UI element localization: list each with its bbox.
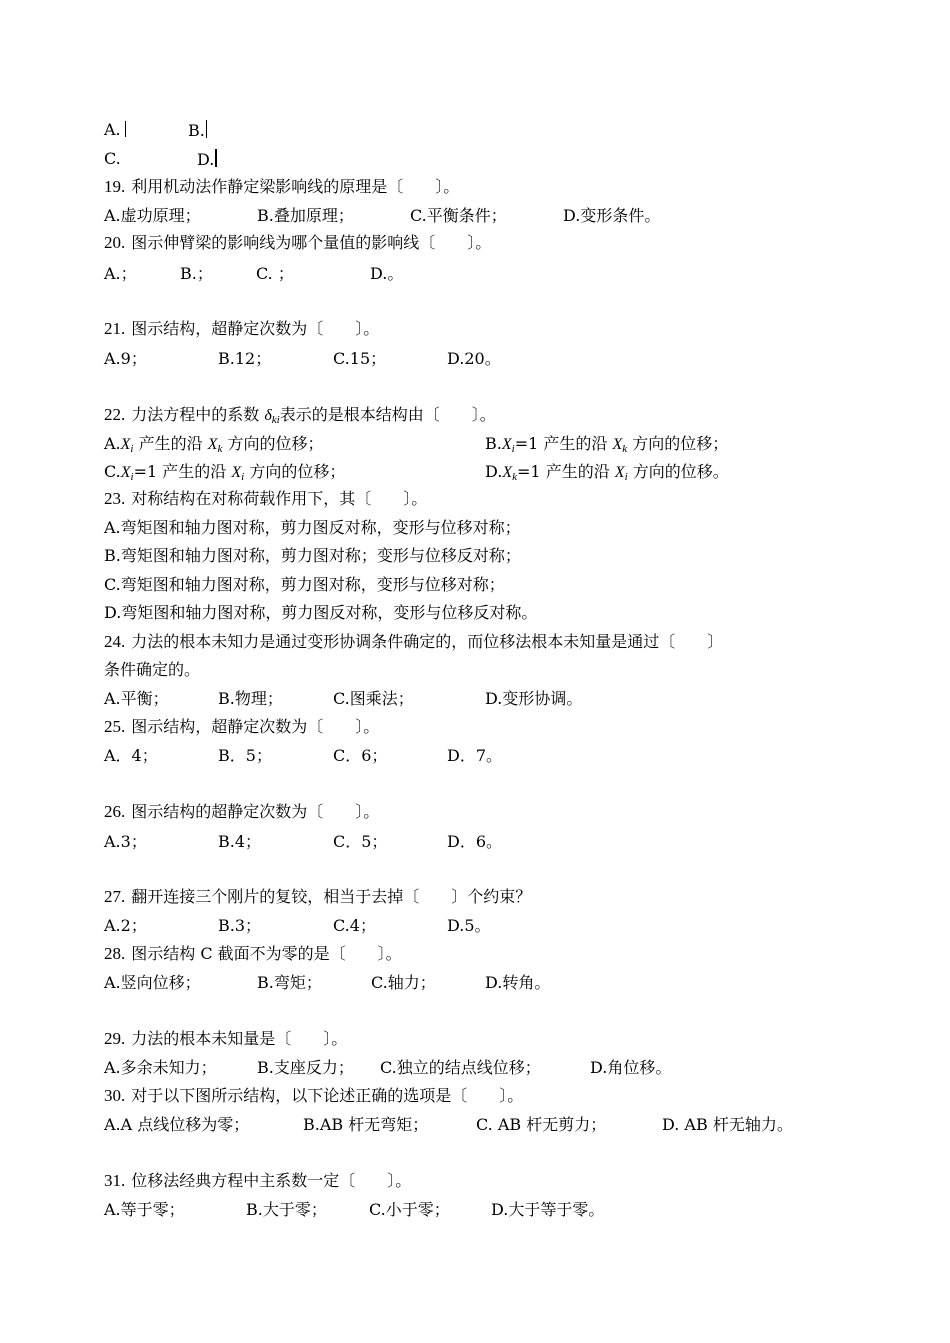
question-number: 24. (104, 632, 126, 651)
question-number: 30. (104, 1086, 126, 1105)
question-text: 对于以下图所示结构，以下论述正确的选项是〔 〕。 (131, 1086, 524, 1105)
question-25 (104, 717, 379, 737)
question-number: 28. (104, 944, 126, 963)
text-cursor-mark (125, 121, 126, 137)
option-c: C.4； (333, 916, 376, 935)
question-22 (104, 405, 496, 426)
question-24-text-cont: 条件确定的。 (104, 660, 201, 679)
question-text: 图示结构，超静定次数为〔 〕。 (131, 717, 380, 736)
q23-option-b: B.弯矩图和轴力图对称，剪力图对称；变形与位移反对称； (104, 546, 521, 565)
question-text: 位移法经典方程中主系数一定〔 〕。 (131, 1171, 412, 1190)
question-19 (104, 177, 459, 197)
option-d: $D.X_k=1$ 产生的沿 $X_i$ 方向的位移。 (485, 462, 729, 483)
q23-option-c: C.弯矩图和轴力图对称，剪力图对称，变形与位移对称； (104, 575, 505, 594)
option-d: D.变形条件。 (563, 206, 661, 225)
question-text: 利用机动法作静定梁影响线的原理是〔 〕。 (131, 177, 460, 196)
question-text: 力法的根本未知力是通过变形协调条件确定的，而位移法根本未知量是通过〔 〕 (131, 632, 724, 651)
question-31 (104, 1171, 411, 1191)
option-b: B.AB 杆无弯矩； (303, 1115, 429, 1134)
question-text: 图示结构的超静定次数为〔 〕。 (131, 802, 380, 821)
option-c: C．5； (333, 832, 388, 851)
question-number: 23. (104, 489, 126, 508)
q23-option-d: D.弯矩图和轴力图对称，剪力图反对称，变形与位移反对称。 (104, 603, 538, 622)
option-a: A.虚功原理； (104, 206, 201, 225)
option-d: D.5。 (447, 916, 491, 935)
option-d: D．7。 (447, 746, 503, 765)
question-number: 19. (104, 177, 126, 196)
option-d: D.转角。 (485, 973, 551, 992)
option-c: C. AB 杆无剪力； (476, 1115, 607, 1134)
option-a: A.等于零； (104, 1200, 185, 1219)
question-number: 25. (104, 717, 126, 736)
option-a: A.3； (104, 832, 147, 851)
q18-option-a: A. (104, 120, 126, 140)
option-b: B.4； (218, 832, 262, 851)
option-b: B．5； (218, 746, 272, 765)
question-text: 力法方程中的系数 (131, 405, 260, 424)
option-d: D.变形协调。 (485, 689, 583, 708)
option-b: B.； (180, 264, 213, 283)
question-number: 29. (104, 1029, 126, 1048)
question-text: 图示结构 C 截面不为零的是〔 〕。 (131, 944, 402, 963)
option-d: D．6。 (447, 832, 503, 851)
option-c: C. ； (256, 264, 294, 283)
option-a: A.； (104, 264, 137, 283)
question-text: 对称结构在对称荷载作用下，其〔 〕。 (131, 489, 428, 508)
question-number: 27. (104, 887, 126, 906)
option-d: D.20。 (447, 349, 501, 368)
option-c: C.独立的结点线位移； (380, 1058, 541, 1077)
option-b: B.12； (218, 349, 272, 368)
question-number: 21. (104, 319, 126, 338)
delta-symbol: $\delta_{ki}$ (264, 407, 280, 426)
question-20 (104, 233, 491, 253)
question-24 (104, 632, 723, 652)
question-number: 20. (104, 233, 126, 252)
option-c: C.小于零； (369, 1200, 450, 1219)
option-b: $B.X_i=1$ 产生的沿 $X_k$ 方向的位移； (485, 434, 729, 455)
option-b: B.叠加原理； (257, 206, 354, 225)
question-29 (104, 1029, 347, 1049)
question-text: 图示伸臂梁的影响线为哪个量值的影响线〔 〕。 (131, 233, 492, 252)
option-a: A.2； (104, 916, 147, 935)
q18-option-d: D. (197, 149, 217, 170)
option-b: B.弯矩； (257, 973, 322, 992)
option-b: B.支座反力； (257, 1058, 354, 1077)
option-c: C.轴力； (371, 973, 436, 992)
question-21 (104, 319, 379, 339)
option-d: D.角位移。 (590, 1058, 672, 1077)
q18-option-c: C. (104, 149, 121, 168)
q23-option-a: A.弯矩图和轴力图对称，剪力图反对称，变形与位移对称； (104, 518, 521, 537)
question-number: 26. (104, 802, 126, 821)
option-a: A.A 点线位移为零； (104, 1115, 250, 1134)
question-28 (104, 944, 402, 964)
option-c: $C.X_i=1$ 产生的沿 $X_i$ 方向的位移； (104, 462, 346, 483)
option-b: B.大于零； (246, 1200, 327, 1219)
option-a: $A.X_i$ 产生的沿 $X_k$ 方向的位移； (104, 434, 324, 455)
option-a: A．4； (104, 746, 158, 765)
question-30 (104, 1086, 523, 1106)
option-b: B.3； (218, 916, 262, 935)
option-a: A.平衡； (104, 689, 169, 708)
text-cursor-mark (215, 149, 217, 167)
option-c: C.图乘法； (333, 689, 414, 708)
question-27 (104, 887, 531, 907)
question-text-cont: 表示的是根本结构由〔 〕。 (279, 405, 496, 424)
option-c: C．6； (333, 746, 388, 765)
question-text: 图示结构，超静定次数为〔 〕。 (131, 319, 380, 338)
option-d: D.大于等于零。 (491, 1200, 605, 1219)
question-number: 22. (104, 405, 126, 424)
option-a: A.9； (104, 349, 147, 368)
option-a: A.竖向位移； (104, 973, 201, 992)
question-text: 翻开连接三个刚片的复铰，相当于去掉〔 〕个约束？ (131, 887, 532, 906)
q18-option-b: B. (188, 121, 205, 140)
question-23 (104, 489, 427, 509)
question-26 (104, 802, 379, 822)
option-c: C.15； (333, 349, 387, 368)
option-a: A.多余未知力； (104, 1058, 217, 1077)
option-d: D.。 (370, 264, 404, 283)
option-c: C.平衡条件； (410, 206, 507, 225)
text-cursor-mark (206, 120, 207, 138)
question-number: 31. (104, 1171, 126, 1190)
option-b: B.物理； (218, 689, 283, 708)
option-d: D. AB 杆无轴力。 (662, 1115, 793, 1134)
question-text: 力法的根本未知量是〔 〕。 (131, 1029, 348, 1048)
